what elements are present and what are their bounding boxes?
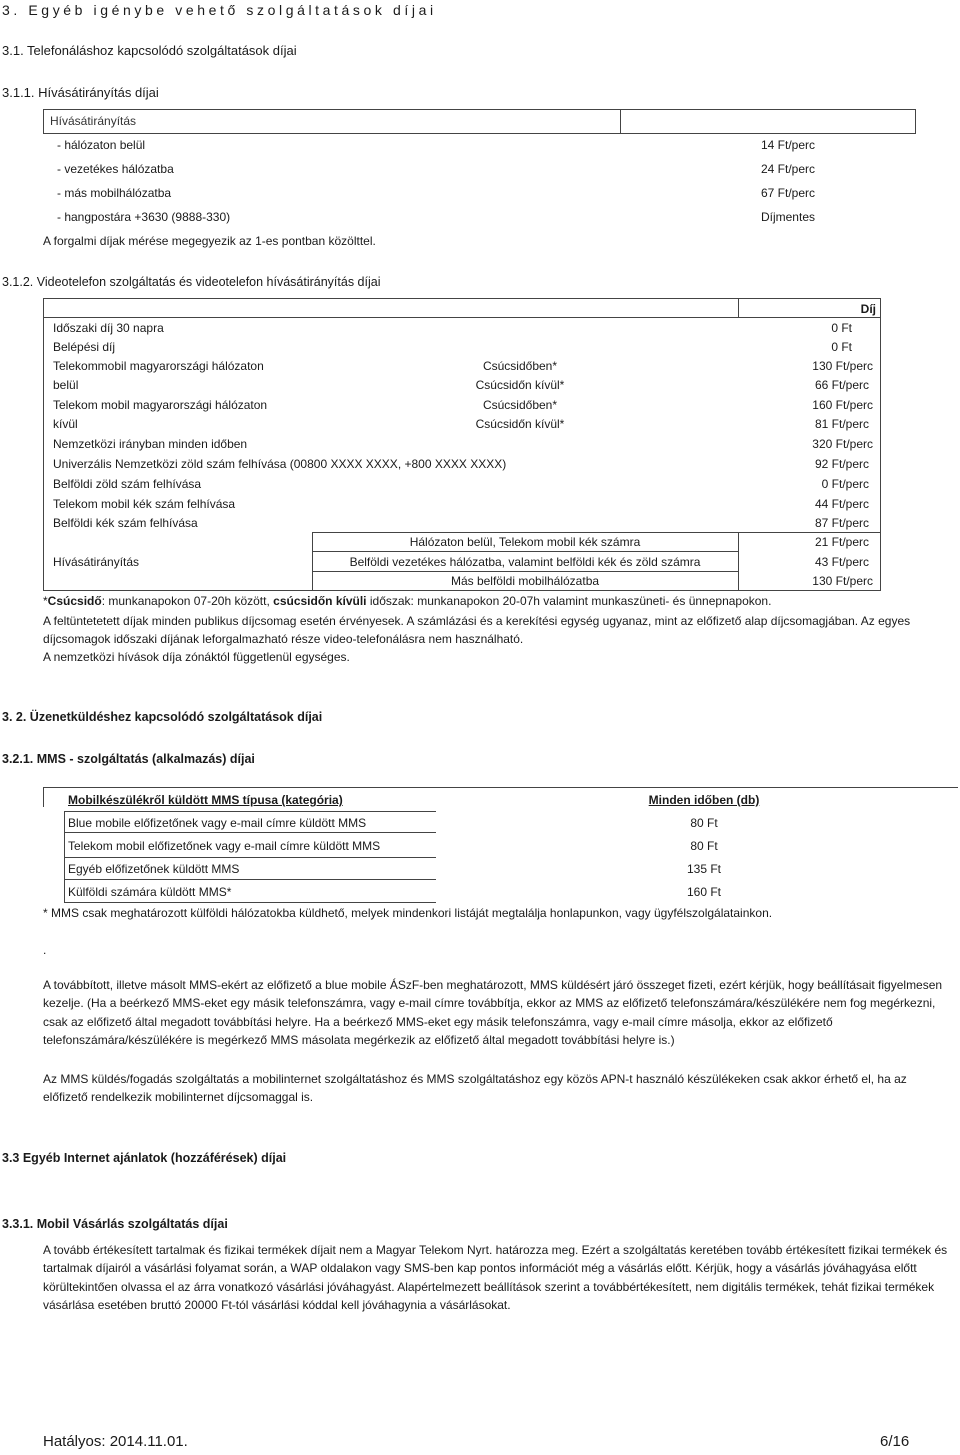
forwarding-row-price: 14 Ft/perc (760, 138, 815, 152)
video-table-fee-header: Díj (860, 302, 876, 316)
video-forwarding-row-label: Belföldi vezetékes hálózatba, valamint belföldi kék és zöld számra (349, 555, 701, 569)
video-forwarding-row-price: 43 Ft/perc (814, 555, 869, 569)
mms-apn-paragraph: Az MMS küldés/fogadás szolgáltatás a mobilinternet szolgáltatáshoz és MMS szolgáltatáshoz egy közös APN-t használó készülékeken csak akkor érhető el, ha az előfizető rendelkezik mobilinternet díjcsomaggal is. (43, 1072, 907, 1105)
video-row-price: 0 Ft/perc (821, 477, 869, 491)
video-row-price: 92 Ft/perc (814, 457, 869, 471)
forwarding-row-label: - vezetékes hálózatba (57, 162, 174, 176)
video-forwarding-label: Hívásátirányítás (53, 555, 140, 569)
forwarding-row-label: - más mobilhálózatba (57, 186, 172, 200)
video-peak-label: Csúcsidőben* (482, 359, 558, 373)
peak-time-note: *Csúcsidő: munkanapokon 07-20h között, csúcsidőn kívüli időszak: munkanapokon 20-07h valamint munkaszüneti- és ünnepnapokon. (43, 594, 772, 608)
video-row-price: 66 Ft/perc (814, 378, 869, 392)
video-offpeak-label: Csúcsidőn kívül* (475, 378, 565, 392)
section-3-1-2-heading: 3.1.2. Videotelefon szolgáltatás és videotelefon hívásátirányítás díjai (2, 275, 381, 289)
video-row-price: 44 Ft/perc (814, 497, 869, 511)
forwarding-row-price: Díjmentes (760, 210, 815, 224)
video-forwarding-row-label: Más belföldi mobilhálózatba (450, 574, 600, 588)
video-offpeak-label: Csúcsidőn kívül* (475, 417, 565, 431)
main-heading: 3. Egyéb igénybe vehető szolgáltatások díjai (2, 2, 437, 18)
international-note: A nemzetközi hívások díja zónáktól függetlenül egységes. (43, 650, 350, 664)
mobile-shopping-paragraph: A tovább értékesített tartalmak és fizikai termékek díjait nem a Magyar Telekom Nyrt. határozza meg. Ezért a szolgáltatás keretében tovább értékesített fizikai termékek és tartalmak díjairól a vásárlási folyamat során, a WAP oldalakon vagy SMS-ben kap pontos információt még a vásárlás előtt. Kérjük, hogy a vásárlás jóváhagyása előtt körültekintően olvassa el az árra vonatkozó vásárlási jóváhagyást. Alapértelmezett beállítások szerint a továbbértékesített, nem digitális termékek, tehát fizikai termékek vásárlása esetében bruttó 20000 Ft-tól vásárlási kóddal kell jóváhagynia a vásárlásokat. (43, 1243, 948, 1312)
video-row-price: 130 Ft/perc (812, 359, 873, 373)
forwarding-row-price: 67 Ft/perc (760, 186, 815, 200)
video-row-label: Belföldi kék szám felhívása (53, 516, 198, 530)
mms-forwarding-paragraph: A továbbított, illetve másolt MMS-ekért az előfizető a blue mobile ÁSzF-ben meghatározott, MMS küldésért járó összeget fizeti, ezért kérjük, hogy beállításait figyelmesen kezelje. (Ha a beérkező MMS-eket egy másik telefonszámra, vagy e-mail címre továbbítja, ekkor az MMS az előfizető telefonszámára/készülékére nem fog megérkezni, csak az előfizető által megadott továbbítási helyre. Ha a beérkező MMS-eket egy másik telefonszámra, vagy e-mail címre másolja, ekkor az előfizető telefonszámára/készülékére is megérkező MMS másolata megérkezik az előfizető által megadott továbbítási helyre is.) (43, 978, 943, 1047)
video-row-label: kívül (53, 417, 78, 431)
video-peak-label: Csúcsidőben* (482, 398, 558, 412)
footer-page-number: 6/16 (880, 1433, 910, 1450)
video-row-label: Időszaki díj 30 napra (53, 321, 164, 335)
mms-row-price: 135 Ft (686, 862, 722, 876)
video-forwarding-row-price: 130 Ft/perc (812, 574, 873, 588)
video-row-price: 320 Ft/perc (812, 437, 873, 451)
video-row-price: 160 Ft/perc (812, 398, 873, 412)
video-row-price: 0 Ft (831, 340, 852, 354)
mms-foreign-note: * MMS csak meghatározott külföldi hálózatokba küldhető, melyek mindenkori listáját megtalálja honlapunkon, vagy ügyfélszolgálatainkon. (43, 906, 773, 920)
forwarding-row-label: - hangpostára +3630 (9888-330) (57, 210, 231, 224)
section-3-3-heading: 3.3 Egyéb Internet ajánlatok (hozzáférések) díjai (2, 1151, 287, 1165)
mms-table-header-price: Minden időben (db) (648, 793, 760, 807)
mms-row-price: 80 Ft (690, 839, 718, 853)
forwarding-note: A forgalmi díjak mérése megegyezik az 1-es pontban közölttel. (43, 234, 376, 248)
forwarding-row-price: 24 Ft/perc (760, 162, 815, 176)
video-row-price: 0 Ft (831, 321, 852, 335)
mms-row-label: Blue mobile előfizetőnek vagy e-mail címre küldött MMS (68, 816, 367, 830)
section-3-1-1-heading: 3.1.1. Hívásátirányítás díjai (2, 85, 159, 100)
video-row-label: Univerzális Nemzetközi zöld szám felhívása (00800 XXXX XXXX, +800 XXXX XXXX) (53, 457, 507, 471)
video-row-label: Nemzetközi irányban minden időben (53, 437, 248, 451)
mms-row-label: Egyéb előfizetőnek küldött MMS (68, 862, 240, 876)
video-row-label: Belföldi zöld szám felhívása (53, 477, 202, 491)
section-3-3-1-heading: 3.3.1. Mobil Vásárlás szolgáltatás díjai (2, 1217, 228, 1231)
section-3-2-1-heading: 3.2.1. MMS - szolgáltatás (alkalmazás) díjai (2, 752, 255, 766)
mms-row-price: 80 Ft (690, 816, 718, 830)
mms-dot: . (43, 943, 47, 957)
mms-row-price: 160 Ft (686, 885, 722, 899)
video-row-label: Telekommobil magyarországi hálózaton (53, 359, 264, 373)
video-row-price: 81 Ft/perc (814, 417, 869, 431)
mms-row-label: Külföldi számára küldött MMS* (68, 885, 232, 899)
price-validity-note: A feltüntetetett díjak minden publikus díjcsomag esetén érvényesek. A számlázási és a kerekítési egység ugyanaz, mint az előfizető alap díjcsomagjában. Az egyes díjcsomagok időszaki díjának leforgalmazható része video-telefonálásra nem használható. (43, 614, 911, 647)
video-row-label: belül (53, 378, 79, 392)
forwarding-table-title: Hívásátirányítás (50, 114, 137, 128)
video-forwarding-row-price: 21 Ft/perc (814, 535, 869, 549)
video-row-label: Telekom mobil magyarországi hálózaton (53, 398, 268, 412)
video-row-label: Belépési díj (53, 340, 116, 354)
video-forwarding-row-label: Hálózaton belül, Telekom mobil kék számra (409, 535, 641, 549)
section-3-1-heading: 3.1. Telefonáláshoz kapcsolódó szolgáltatások díjai (2, 43, 297, 58)
mms-row-label: Telekom mobil előfizetőnek vagy e-mail címre küldött MMS (68, 839, 381, 853)
section-3-2-heading: 3. 2. Üzenetküldéshez kapcsolódó szolgáltatások díjai (2, 710, 323, 724)
footer-valid-date: Hatályos: 2014.11.01. (43, 1433, 188, 1450)
video-row-price: 87 Ft/perc (814, 516, 869, 530)
video-row-label: Telekom mobil kék szám felhívása (53, 497, 236, 511)
forwarding-row-label: - hálózaton belül (57, 138, 146, 152)
mms-table-header-type: Mobilkészülékről küldött MMS típusa (kategória) (68, 793, 343, 807)
